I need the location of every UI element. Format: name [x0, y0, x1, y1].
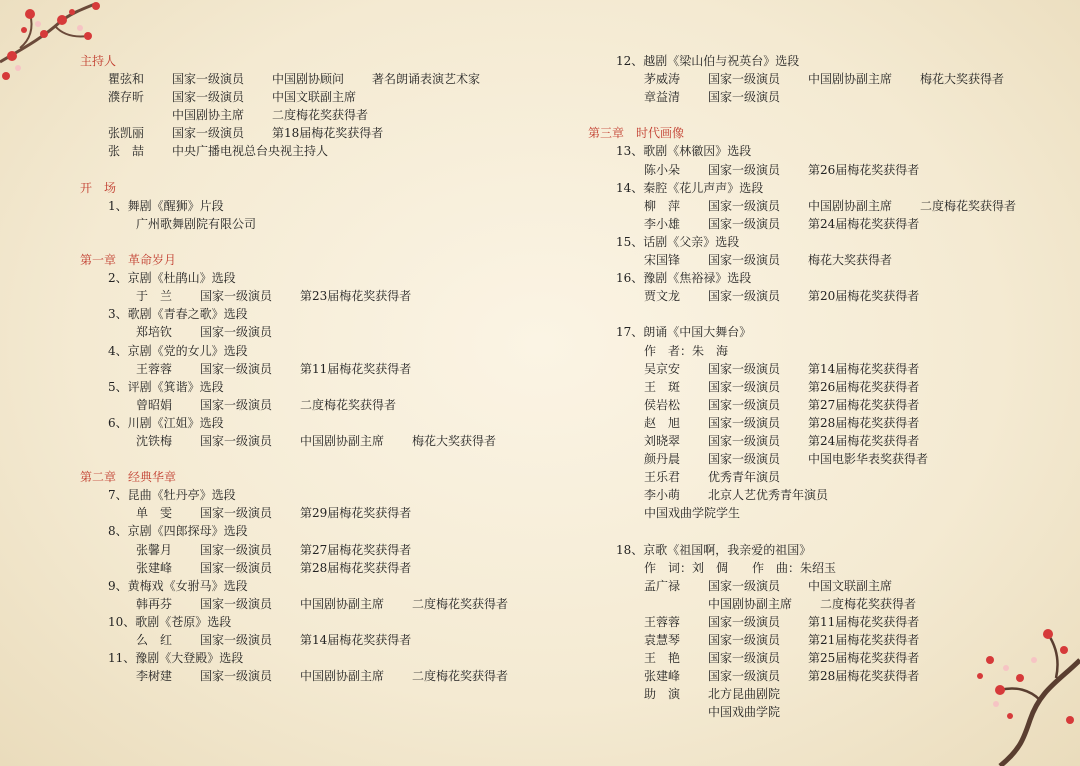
- performer-row: 李小雄 国家一级演员 第24届梅花奖获得者: [644, 216, 920, 231]
- program-item-title: 6、川剧《江姐》选段: [108, 415, 224, 430]
- opening-heading: 开 场: [80, 180, 117, 195]
- program-item-title: 12、越剧《梁山伯与祝英台》选段: [616, 54, 800, 68]
- program-item-title: 10、歌剧《苍原》选段: [108, 614, 232, 629]
- performer-row: 张建峰 国家一级演员 第28届梅花奖获得者: [136, 560, 412, 575]
- program-item-title: 15、话剧《父亲》选段: [616, 234, 740, 249]
- performer-row: 贾文龙 国家一级演员 第20届梅花奖获得者: [644, 289, 920, 304]
- performer-row: 王蓉蓉 国家一级演员 第11届梅花奖获得者: [136, 361, 412, 376]
- performer-row: 韩再芬 国家一级演员 中国剧协副主席 二度梅花奖获得者: [136, 596, 509, 611]
- chapter2-heading: 第二章 经典华章: [80, 470, 177, 485]
- program-item-title: 2、京剧《杜鹃山》选段: [108, 271, 236, 286]
- performer-row: 侯岩松 国家一级演员 第27届梅花奖获得者: [644, 397, 920, 412]
- performer-row: 吴京安 国家一级演员 第14届梅花奖获得者: [644, 361, 920, 376]
- performer-row: 刘晓翠 国家一级演员 第24届梅花奖获得者: [644, 433, 920, 448]
- author-credit: 作 者：朱 海: [644, 343, 729, 358]
- host-row: 张凯丽 国家一级演员 第18届梅花奖获得者: [108, 126, 384, 141]
- program-item-title: 14、秦腔《花儿声声》选段: [616, 180, 764, 195]
- performer-row: 章益清 国家一级演员: [644, 90, 781, 105]
- performer-row: 王蓉蓉 国家一级演员 第11届梅花奖获得者: [644, 614, 920, 629]
- performer-row: 张馨月 国家一级演员 第27届梅花奖获得者: [136, 542, 412, 557]
- program-item-title: 8、京剧《四郎探母》选段: [108, 524, 248, 539]
- performer-row: 中国戏曲学院学生: [644, 506, 741, 521]
- performer-row: 单 雯 国家一级演员 第29届梅花奖获得者: [136, 506, 412, 521]
- performer-row: 颜丹晨 国家一级演员 中国电影华表奖获得者: [644, 452, 929, 467]
- program-item-title: 17、朗诵《中国大舞台》: [616, 325, 752, 340]
- performer-row: 中国剧协副主席 二度梅花奖获得者: [708, 596, 917, 611]
- performer-row: 沈铁梅 国家一级演员 中国剧协副主席 梅花大奖获得者: [136, 433, 497, 448]
- performer-row: 于 兰 国家一级演员 第23届梅花奖获得者: [136, 289, 412, 304]
- hosts-heading: 主持人: [80, 54, 117, 68]
- program-item-title: 13、歌剧《林徽因》选段: [616, 144, 752, 159]
- performer-row: 宋国锋 国家一级演员 梅花大奖获得者: [644, 253, 893, 268]
- performer-row: 助 演 北方昆曲剧院: [644, 687, 781, 702]
- performer-row: 李树建 国家一级演员 中国剧协副主席 二度梅花奖获得者: [136, 669, 509, 684]
- performer-row: 中国戏曲学院: [708, 705, 781, 720]
- performer-row: 孟广禄 国家一级演员 中国文联副主席: [644, 578, 893, 593]
- performer-row: 陈小朵 国家一级演员 第26届梅花奖获得者: [644, 162, 920, 177]
- program-item-title: 3、歌剧《青春之歌》选段: [108, 307, 248, 322]
- program-item-title: 16、豫剧《焦裕禄》选段: [616, 271, 752, 286]
- performer-row: 广州歌舞剧院有限公司: [136, 216, 257, 231]
- performer-row: 袁慧琴 国家一级演员 第21届梅花奖获得者: [644, 633, 920, 647]
- program-item-title: 11、豫剧《大登殿》选段: [108, 651, 244, 666]
- chapter1-heading: 第一章 革命岁月: [80, 253, 177, 268]
- left-column: [80, 52, 560, 685]
- program-item-title: 1、舞剧《醒狮》片段: [108, 198, 224, 213]
- program-item-title: 7、昆曲《牡丹亭》选段: [108, 488, 236, 503]
- performer-row: 张建峰 国家一级演员 第28届梅花奖获得者: [644, 669, 920, 684]
- performer-row: 李小萌 北京人艺优秀青年演员: [644, 488, 829, 503]
- program-item-title: 9、黄梅戏《女驸马》选段: [108, 578, 248, 593]
- performer-row: 王乐君 优秀青年演员: [644, 470, 781, 485]
- program-item-title: 5、评剧《箕谐》选段: [108, 379, 224, 394]
- right-column: [588, 52, 1058, 721]
- host-row: 瞿弦和 国家一级演员 中国剧协顾问 著名朗诵表演艺术家: [108, 72, 481, 87]
- performer-row: 王 艳 国家一级演员 第25届梅花奖获得者: [644, 651, 920, 666]
- performer-row: 王 斑 国家一级演员 第26届梅花奖获得者: [644, 379, 920, 394]
- performer-row: 柳 萍 国家一级演员 中国剧协副主席 二度梅花奖获得者: [644, 198, 1017, 213]
- host-row: 濮存昕 国家一级演员 中国文联副主席: [108, 90, 357, 105]
- lyricist-composer-credit: 作 词：刘 倜 作 曲：朱绍玉: [644, 560, 837, 575]
- program-item-title: 18、京歌《祖国啊，我亲爱的祖国》: [616, 542, 812, 557]
- performer-row: 曾昭娟 国家一级演员 二度梅花奖获得者: [136, 397, 397, 412]
- program-item-title: 4、京剧《党的女儿》选段: [108, 343, 248, 358]
- chapter3-heading: 第三章 时代画像: [588, 126, 685, 141]
- host-row: 张 喆 中央广播电视总台央视主持人: [108, 144, 329, 159]
- host-row: 中国剧协主席 二度梅花奖获得者: [172, 108, 369, 123]
- performer-row: 么 红 国家一级演员 第14届梅花奖获得者: [136, 633, 412, 647]
- performer-row: 郑培钦 国家一级演员: [136, 325, 273, 340]
- performer-row: 赵 旭 国家一级演员 第28届梅花奖获得者: [644, 415, 920, 430]
- performer-row: 茅威涛 国家一级演员 中国剧协副主席 梅花大奖获得者: [644, 72, 1005, 87]
